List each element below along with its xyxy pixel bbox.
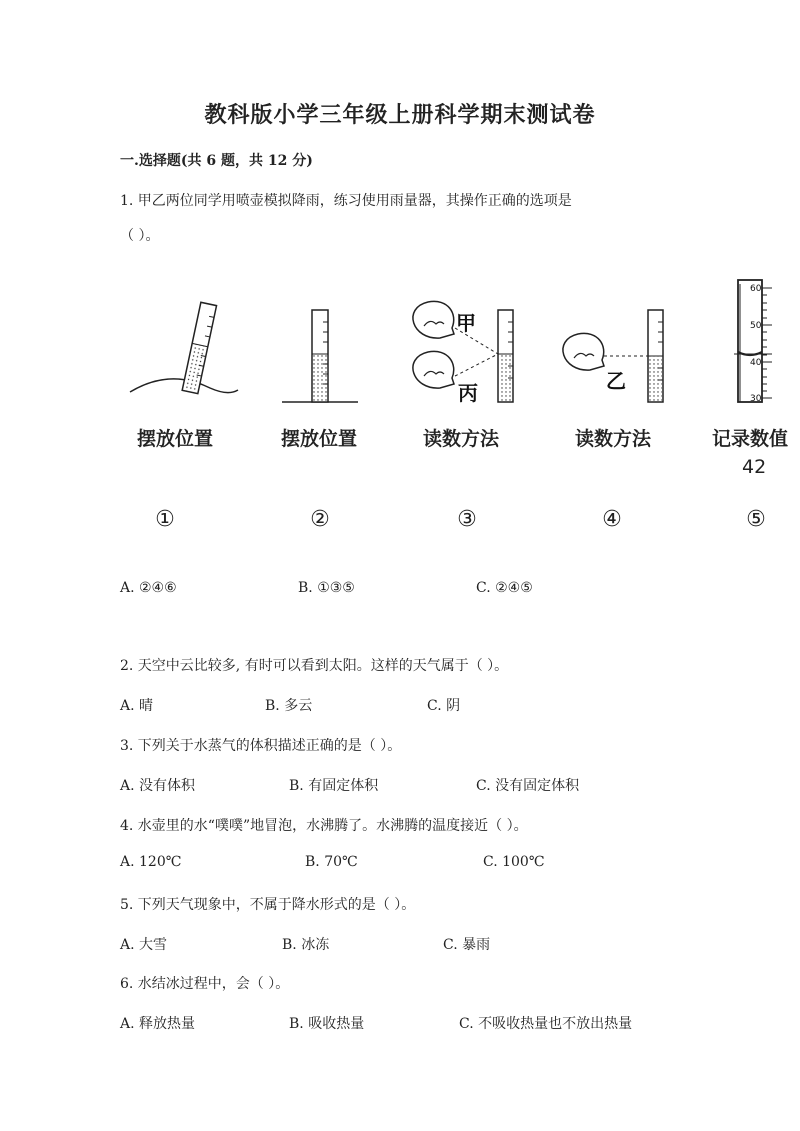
q5-option-c[interactable]: C. 暴雨 [443, 937, 491, 953]
figure-4-caption: 读数方法 [574, 428, 651, 450]
q1-option-b[interactable]: B. ①③⑤ [298, 580, 355, 596]
q1-option-c[interactable]: C. ②④⑤ [476, 580, 533, 596]
q6-option-a[interactable]: A. 释放热量 [120, 1016, 196, 1032]
scale-reading-icon [734, 280, 772, 404]
q1-option-a[interactable]: A. ②④⑥ [120, 580, 177, 596]
q4-option-a[interactable]: A. 120℃ [120, 854, 182, 870]
rain-gauge-figure [0, 270, 800, 420]
page-title: 教科版小学三年级上册科学期末测试卷 [204, 102, 596, 128]
figure-3-caption: 读数方法 [422, 428, 499, 450]
q2-option-c[interactable]: C. 阴 [427, 698, 461, 714]
question-6-text: 6. 水结冰过程中，会（ ）。 [120, 976, 290, 992]
q5-option-a[interactable]: A. 大雪 [120, 937, 168, 953]
question-3-text: 3. 下列关于水蒸气的体积描述正确的是（ ）。 [120, 738, 402, 754]
q3-option-b[interactable]: B. 有固定体积 [289, 778, 379, 794]
q4-option-c[interactable]: C. 100℃ [483, 854, 545, 870]
question-2-text: 2. 天空中云比较多, 有时可以看到太阳。这样的天气属于（ ）。 [120, 658, 509, 674]
circled-label-1: ① [155, 507, 175, 532]
q2-option-a[interactable]: A. 晴 [120, 698, 154, 714]
question-5-text: 5. 下列天气现象中，不属于降水形式的是（ ）。 [120, 897, 416, 913]
circled-label-2: ② [310, 507, 330, 532]
q6-option-c[interactable]: C. 不吸收热量也不放出热量 [459, 1016, 633, 1032]
q3-option-c[interactable]: C. 没有固定体积 [476, 778, 580, 794]
reading-heads-icon [413, 301, 513, 405]
mark-yi: 乙 [606, 369, 626, 393]
figure-2-caption: 摆放位置 [280, 428, 357, 450]
scale-tick-30: 30 [750, 394, 762, 404]
question-4-text: 4. 水壶里的水“噗噗”地冒泡，水沸腾了。水沸腾的温度接近（ ）。 [120, 818, 528, 834]
q4-option-b[interactable]: B. 70℃ [305, 854, 358, 870]
question-1-text: 1. 甲乙两位同学用喷壶模拟降雨，练习使用雨量器，其操作正确的选项是 [120, 193, 572, 209]
scale-tick-60: 60 [750, 284, 762, 294]
mark-bing: 丙 [458, 381, 478, 405]
circled-label-4: ④ [602, 507, 622, 532]
circled-label-5: ⑤ [746, 507, 766, 532]
q6-option-b[interactable]: B. 吸收热量 [289, 1016, 365, 1032]
tilted-gauge-icon [130, 302, 238, 393]
question-1-blank: （ ）。 [120, 228, 160, 244]
upright-gauge-icon [282, 310, 358, 402]
scale-tick-50: 50 [750, 321, 762, 331]
q3-option-a[interactable]: A. 没有体积 [120, 778, 196, 794]
figure-1-caption: 摆放位置 [136, 428, 213, 450]
q2-option-b[interactable]: B. 多云 [265, 698, 313, 714]
mark-jia: 甲 [456, 311, 476, 335]
q5-option-b[interactable]: B. 冰冻 [282, 937, 330, 953]
figure-5-caption: 记录数值 [712, 428, 789, 450]
section-heading: 一.选择题(共 6 题，共 12 分) [120, 153, 313, 169]
scale-tick-40: 40 [750, 358, 762, 368]
figure-5-value: 42 [742, 456, 767, 478]
level-reading-icon [563, 310, 663, 402]
circled-label-3: ③ [457, 507, 477, 532]
